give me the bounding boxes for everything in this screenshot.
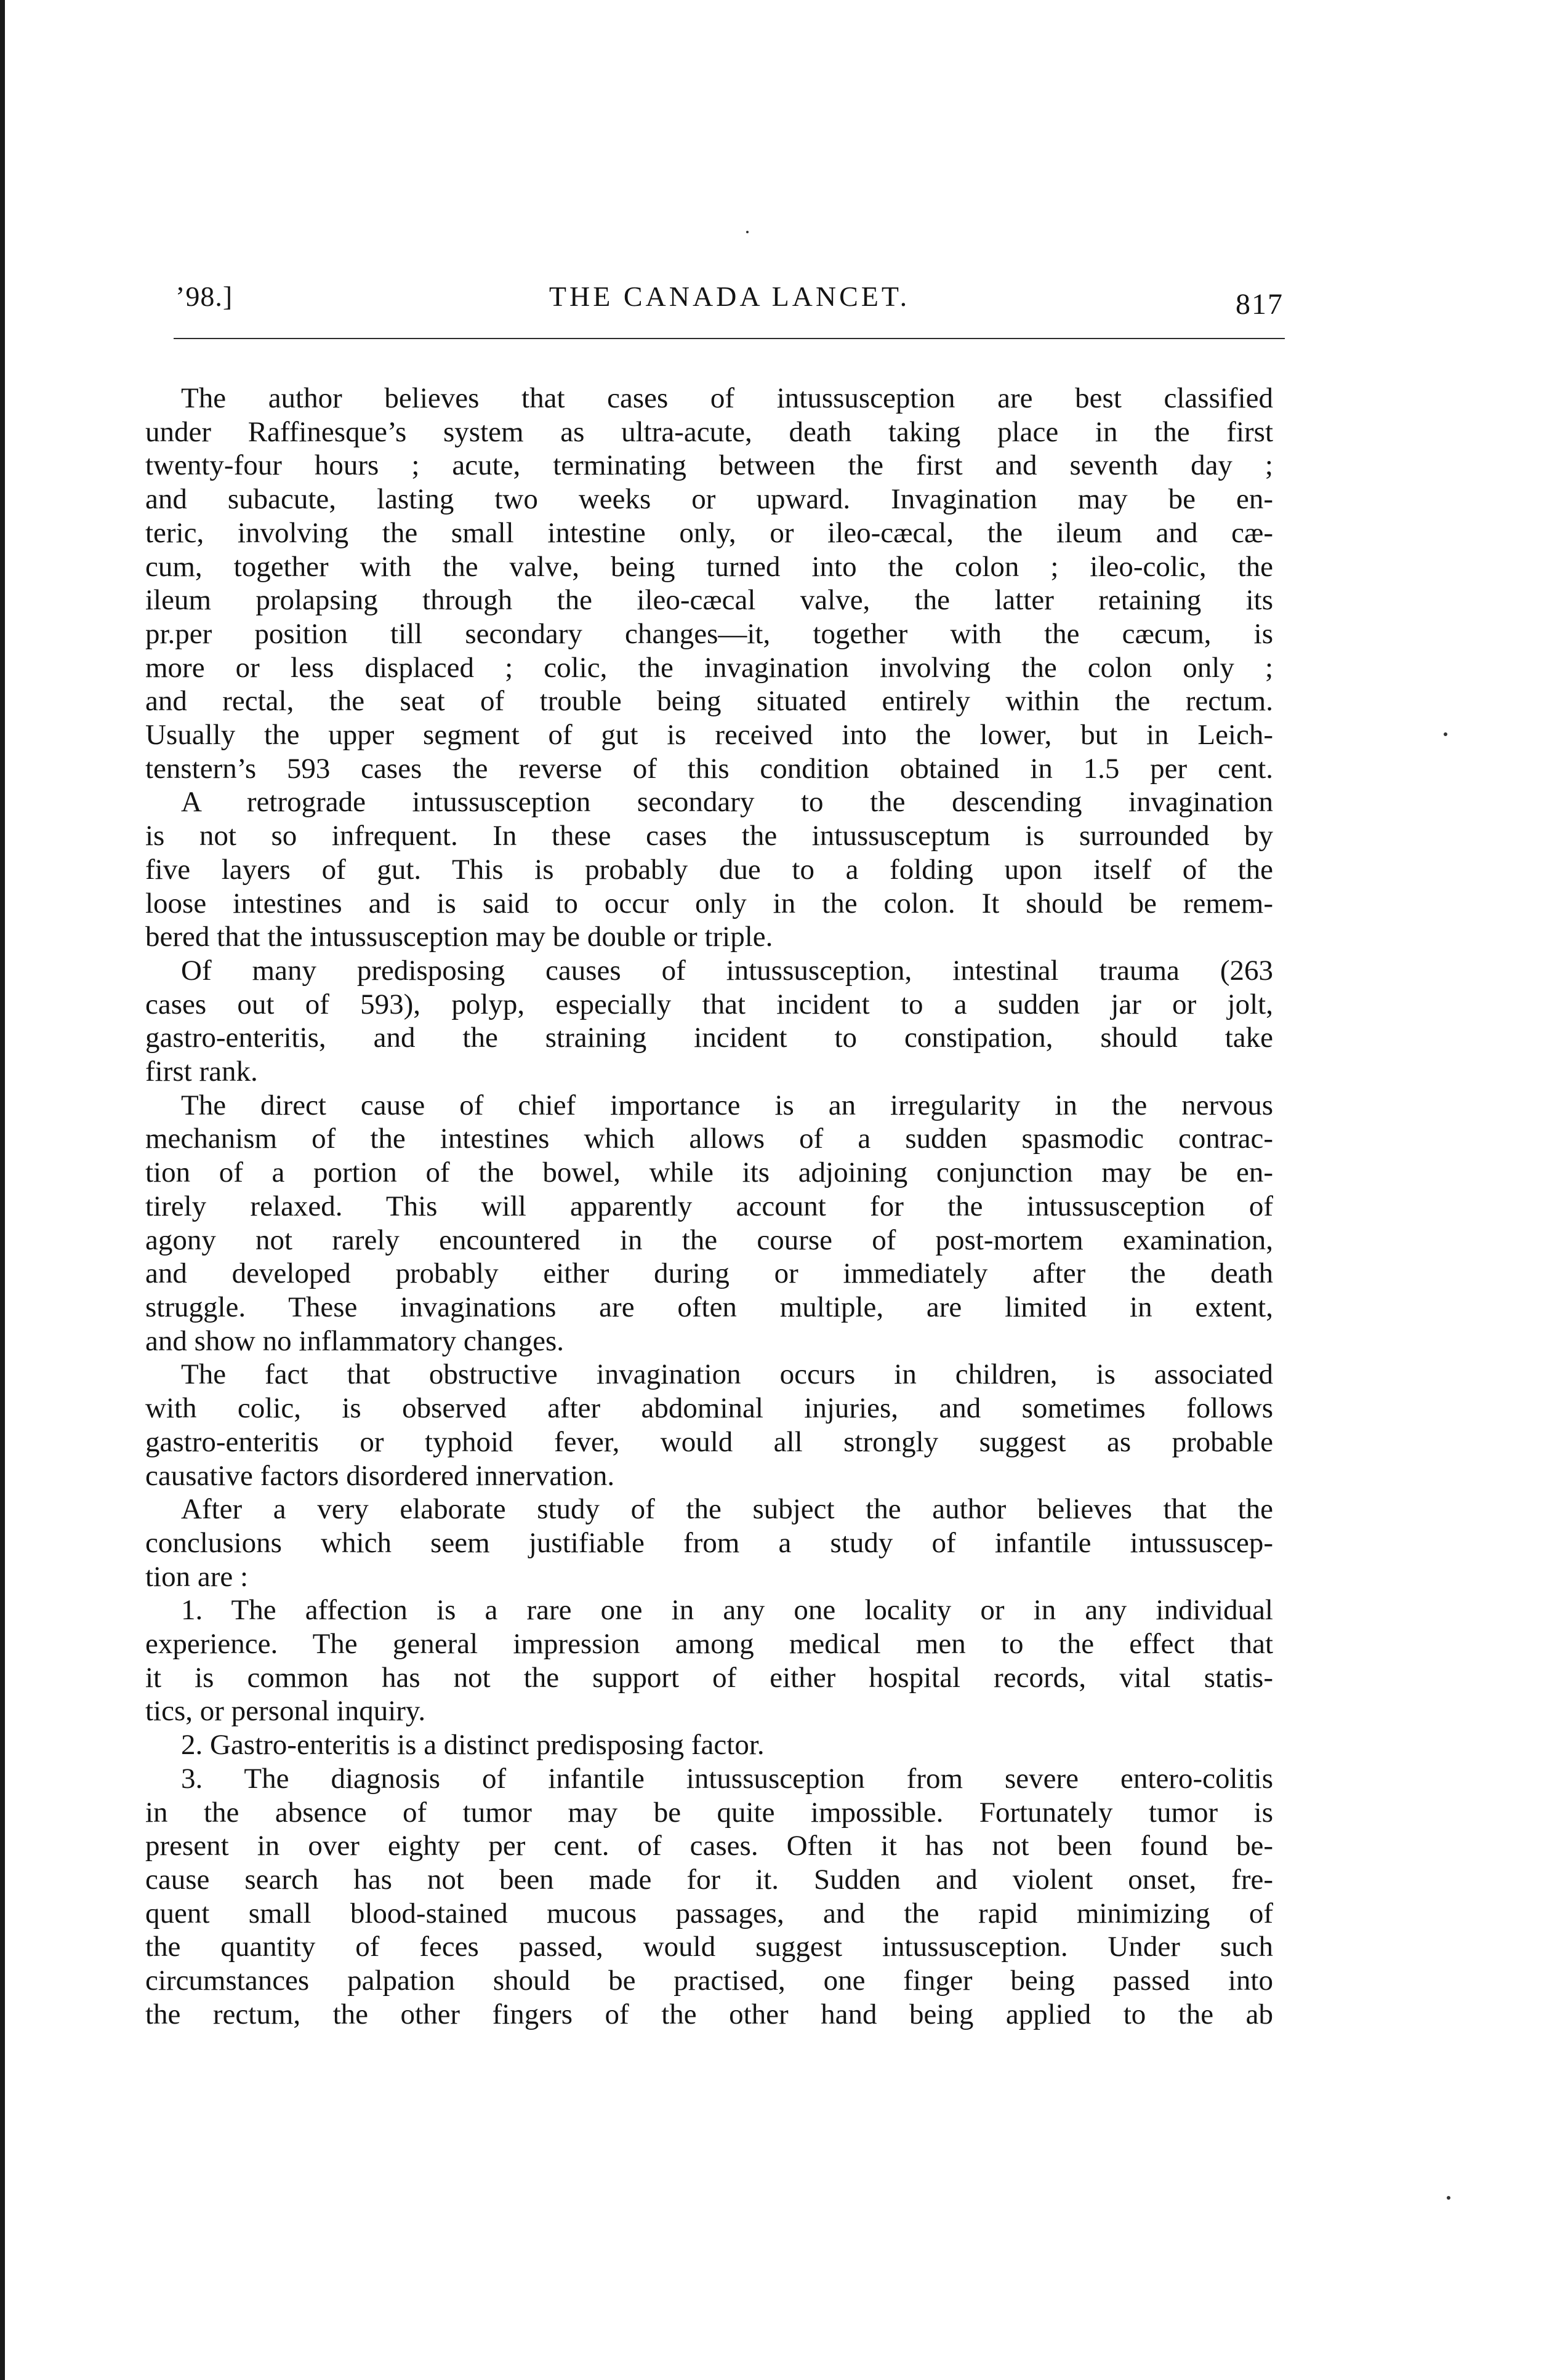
text-line: and developed probably either during or immediately after the death (145, 1257, 1273, 1290)
text-line: and show no inflammatory changes. (145, 1324, 565, 1357)
text-line: tics, or personal inquiry. (145, 1695, 426, 1728)
text-line: agony not rarely encountered in the course of post-mortem examination, (145, 1224, 1273, 1256)
text-line: cases out of 593), polyp, especially that incident to a sudden jar or jolt, (145, 988, 1273, 1020)
text-line: Usually the upper segment of gut is received into the lower, but in Leich- (145, 719, 1273, 751)
text-line: the rectum, the other fingers of the other hand being applied to the ab (145, 1998, 1273, 2030)
text-line: tion of a portion of the bowel, while its adjoining conjunction may be en- (145, 1156, 1273, 1189)
text-line: 1. The affection is a rare one in any one locality or in any individual (181, 1594, 1273, 1627)
scan-speck (1444, 732, 1447, 736)
page-number: 817 (1236, 288, 1284, 321)
text-line: causative factors disordered innervation. (145, 1459, 615, 1492)
text-line: the quantity of feces passed, would suggest intussusception. Under such (145, 1931, 1273, 1963)
text-line: struggle. These invaginations are often multiple, are limited in extent, (145, 1291, 1273, 1323)
text-line: 3. The diagnosis of infantile intussusception from severe entero-colitis (181, 1762, 1273, 1795)
text-line: and rectal, the seat of trouble being situated entirely within the rectum. (145, 685, 1273, 718)
volume-year: ’98.] (175, 281, 233, 312)
text-line: The direct cause of chief importance is an irregularity in the nervous (181, 1089, 1273, 1121)
text-line: it is common has not the support of either hospital records, vital statis- (145, 1661, 1273, 1694)
text-line: under Raffinesque’s system as ultra-acute, death taking place in the first (145, 415, 1273, 448)
text-line: ileum prolapsing through the ileo-cæcal valve, the latter retaining its (145, 584, 1273, 617)
header-rule (174, 338, 1285, 339)
text-line: gastro-enteritis or typhoid fever, would all strongly suggest as probable (145, 1425, 1273, 1458)
article-body (145, 382, 1273, 2031)
text-line: A retrograde intussusception secondary to the descending invagination (181, 786, 1273, 819)
text-line: more or less displaced ; colic, the invagination involving the colon only ; (145, 651, 1273, 684)
text-line: tirely relaxed. This will apparently account for the intussusception of (145, 1190, 1273, 1222)
text-line: circumstances palpation should be practised, one finger being passed into (145, 1965, 1273, 1997)
text-line: tenstern’s 593 cases the reverse of this condition obtained in 1.5 per cent. (145, 752, 1273, 785)
text-line: The fact that obstructive invagination occurs in children, is associated (181, 1358, 1273, 1391)
scan-speck (746, 231, 749, 233)
text-line: is not so infrequent. In these cases the intussusceptum is surrounded by (145, 820, 1273, 852)
text-line: pr.per position till secondary changes—it, together with the cæcum, is (145, 617, 1273, 650)
text-line: with colic, is observed after abdominal injuries, and sometimes follows (145, 1392, 1273, 1425)
text-line: After a very elaborate study of the subject the author believes that the (181, 1493, 1273, 1526)
text-line: first rank. (145, 1056, 258, 1088)
page-binding-edge (0, 0, 5, 2380)
text-line: tion are : (145, 1560, 249, 1593)
text-line: and subacute, lasting two weeks or upward. Invagination may be en- (145, 483, 1273, 516)
text-line: The author believes that cases of intussusception are best classified (181, 382, 1273, 414)
text-line: bered that the intussusception may be double or triple. (145, 921, 773, 953)
text-line: present in over eighty per cent. of cases. Often it has not been found be- (145, 1830, 1273, 1862)
text-line: quent small blood-stained mucous passages, and the rapid minimizing of (145, 1897, 1273, 1929)
text-line: teric, involving the small intestine only, or ileo-cæcal, the ileum and cæ- (145, 516, 1273, 549)
text-line: gastro-enteritis, and the straining incident to constipation, should take (145, 1022, 1273, 1054)
text-line: loose intestines and is said to occur only in the colon. It should be remem- (145, 887, 1273, 920)
text-line: experience. The general impression among medical men to the effect that (145, 1628, 1273, 1661)
text-line: Of many predisposing causes of intussusception, intestinal trauma (263 (181, 954, 1273, 987)
text-line: conclusions which seem justifiable from a study of infantile intussuscep- (145, 1526, 1273, 1559)
text-line: twenty-four hours ; acute, terminating between the first and seventh day ; (145, 449, 1273, 482)
running-header (175, 280, 1284, 329)
journal-title: THE CANADA LANCET. (549, 281, 911, 312)
text-line: cum, together with the valve, being turned into the colon ; ileo-colic, the (145, 550, 1273, 583)
text-line: mechanism of the intestines which allows of a sudden spasmodic contrac- (145, 1123, 1273, 1155)
text-line: cause search has not been made for it. Sudden and violent onset, fre- (145, 1863, 1273, 1896)
text-line: five layers of gut. This is probably due to a folding upon itself of the (145, 853, 1273, 886)
text-line: 2. Gastro-enteritis is a distinct predisposing factor. (181, 1729, 765, 1761)
text-line: in the absence of tumor may be quite impossible. Fortunately tumor is (145, 1796, 1273, 1829)
scan-speck (1447, 2196, 1450, 2200)
